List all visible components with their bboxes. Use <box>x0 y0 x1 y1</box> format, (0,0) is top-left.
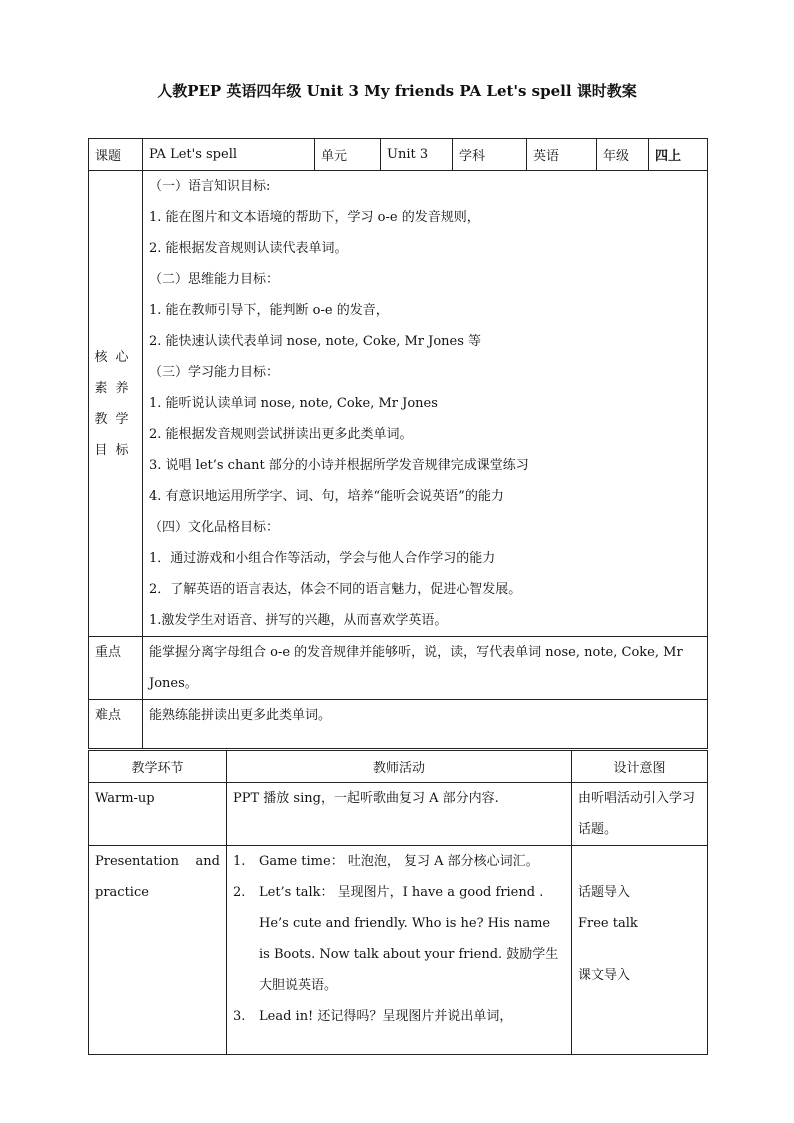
intent-item: Free talk <box>578 916 638 931</box>
grade-label: 年级 <box>597 139 649 171</box>
key-points-label: 重点 <box>89 637 143 700</box>
objective-line: 1.激发学生对语音、拼写的兴趣，从而喜欢学英语。 <box>149 613 448 628</box>
objective-line: 1．通过游戏和小组合作等活动，学会与他人合作学习的能力 <box>149 551 496 566</box>
objective-line: （四）文化品格目标： <box>149 520 280 535</box>
topic-value: PA Let's spell <box>143 139 315 171</box>
objectives-content <box>143 171 708 637</box>
intent-item: 话题导入 <box>578 885 631 900</box>
intent-header: 设计意图 <box>572 751 708 783</box>
subject-value: 英语 <box>527 139 597 171</box>
presentation-stage-word: practice <box>95 885 149 900</box>
objectives-label-line: 素养 <box>94 380 137 396</box>
activity-step <box>233 877 565 1001</box>
lesson-info-table <box>88 138 708 749</box>
warmup-stage: Warm-up <box>89 783 227 846</box>
subject-label: 学科 <box>453 139 527 171</box>
objectives-label-line: 目标 <box>94 442 137 458</box>
key-points-row <box>89 637 708 700</box>
difficulty-row <box>89 700 708 749</box>
info-row <box>89 139 708 171</box>
presentation-stage-word: Presentation <box>95 854 179 869</box>
objective-line: （二）思维能力目标： <box>149 272 280 287</box>
unit-label: 单元 <box>315 139 381 171</box>
objective-line: 3. 说唱 let’s chant 部分的小诗并根据所学发音规律完成课堂练习 <box>149 458 529 473</box>
stage-header: 教学环节 <box>89 751 227 783</box>
activity-step <box>233 846 565 877</box>
warmup-activity: PPT 播放 sing，一起听歌曲复习 A 部分内容. <box>227 783 572 846</box>
objectives-row <box>89 171 708 637</box>
grade-value: 四上 <box>649 139 708 171</box>
document-title: 人教PEP 英语四年级 Unit 3 My friends PA Let's spell 课时教案 <box>157 82 637 100</box>
presentation-stage <box>89 846 227 1055</box>
warmup-intent: 由听唱活动引入学习话题。 <box>572 783 708 846</box>
unit-value: Unit 3 <box>381 139 453 171</box>
objective-line: 2. 能根据发音规则认读代表单词。 <box>149 241 348 256</box>
presentation-stage-word: and <box>195 854 220 869</box>
difficulty-text: 能熟练能拼读出更多此类单词。 <box>143 700 708 749</box>
key-points-text: 能掌握分离字母组合 o-e 的发音规律并能够听，说，读，写代表单词 nose, note, Coke, Mr Jones。 <box>143 637 708 700</box>
step-number: 1. <box>233 854 246 869</box>
objective-line: （三）学习能力目标： <box>149 365 280 380</box>
activity-step <box>233 1001 565 1032</box>
objective-line: （一）语言知识目标: <box>149 179 271 194</box>
step-text: Lead in! 还记得吗？呈现图片并说出单词， <box>259 1009 513 1024</box>
objectives-label-line: 核心 <box>94 349 137 365</box>
presentation-intents <box>572 846 708 1055</box>
objective-line: 1. 能在图片和文本语境的帮助下，学习 o-e 的发音规则， <box>149 210 480 225</box>
difficulty-label: 难点 <box>89 700 143 749</box>
step-number: 3. <box>233 1009 246 1024</box>
objective-line: 2. 能根据发音规则尝试拼读出更多此类单词。 <box>149 427 413 442</box>
step-number: 2. <box>233 885 246 900</box>
process-header-row <box>89 751 708 783</box>
objective-line: 2．了解英语的语言表达，体会不同的语言魅力，促进心智发展。 <box>149 582 522 597</box>
presentation-activities <box>227 846 572 1055</box>
step-text: Let’s talk： 呈现图片，I have a good friend . He’s cute and friendly. Who is he? His name is Boots. Now talk about your friend. 鼓励学生大胆说英语。 <box>259 885 559 993</box>
objective-line: 2. 能快速认读代表单词 nose, note, Coke, Mr Jones 等 <box>149 334 482 349</box>
step-text: Game time： 吐泡泡， 复习 A 部分核心词汇。 <box>259 854 539 869</box>
warmup-row <box>89 783 708 846</box>
teaching-process-table <box>88 750 708 1055</box>
activity-header: 教师活动 <box>227 751 572 783</box>
presentation-row <box>89 846 708 1055</box>
objectives-label-line: 教学 <box>94 411 137 427</box>
objectives-label <box>89 171 143 637</box>
objective-line: 1. 能听说认读单词 nose, note, Coke, Mr Jones <box>149 396 438 411</box>
intent-item: 课文导入 <box>578 968 631 983</box>
topic-label: 课题 <box>89 139 143 171</box>
objective-line: 1. 能在教师引导下，能判断 o-e 的发音， <box>149 303 389 318</box>
objective-line: 4. 有意识地运用所学字、词、句，培养“能听会说英语”的能力 <box>149 489 504 504</box>
